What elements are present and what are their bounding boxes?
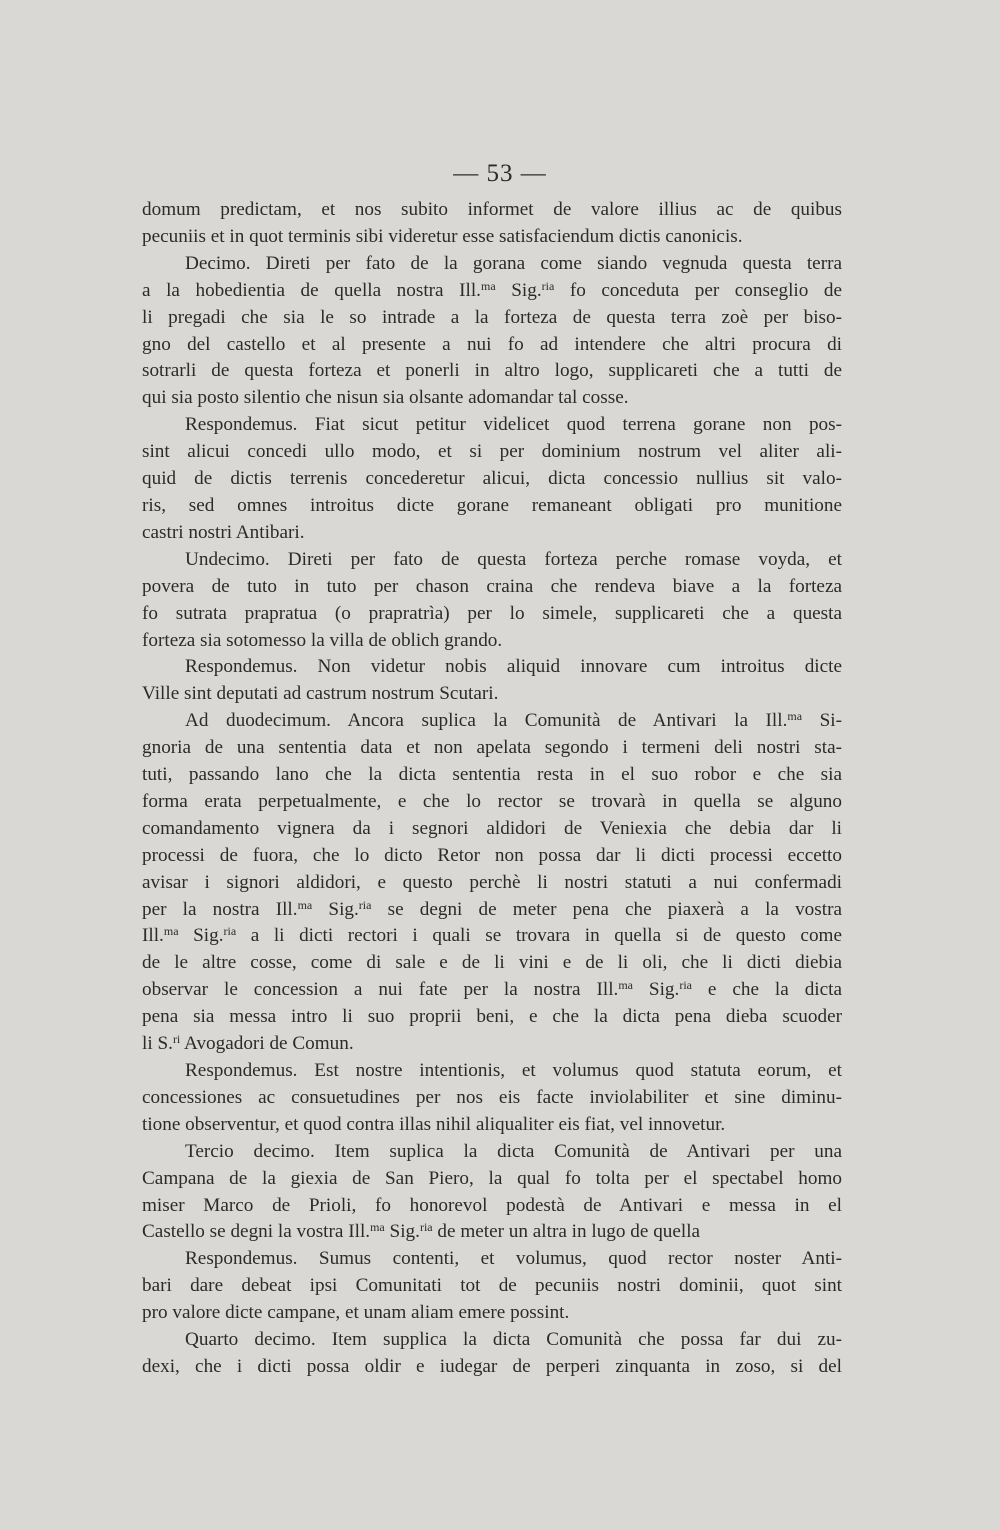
text-line: Respondemus. Sumus contenti, et volumus, quod rector noster Anti- [185,1248,842,1270]
text-line: Respondemus. Est nostre intentionis, et volumus quod statuta eorum, et [185,1060,842,1081]
text-line: Respondemus. Fiat sicut petitur videlicet quod terrena gorane non pos- [185,414,842,436]
text-line: pecuniis et in quot terminis sibi videretur esse satisfaciendum dictis canonicis. [142,225,743,247]
text-line: qui sia posto silentio che nisun sia olsante adomandar tal cosse. [142,387,629,409]
text-line: li S.$^{ri}$ Avogadori de Comun. [142,1032,354,1055]
text-line: Ad duodecimum. Ancora suplica la Comunità de Antivari la Ill.$^{ma}$ Si- [185,709,842,732]
text-line: per la nostra Ill.$^{ma}$ Sig.$^{ria}$ se degni de meter pena che piaxerà a la vostra [142,897,842,920]
body-text [142,197,842,1381]
text-line: gnoria de una sententia data et non apelata segondo i termeni deli nostri sta- [142,737,842,759]
text-line: avisar i signori aldidori, e questo perchè li nostri statuti a nui confermadi [142,871,842,893]
page-number: — 53 — [453,160,547,187]
text-line: forma erata perpetualmente, e che lo rector se trovarà in quella se alguno [142,790,842,812]
text-line: domum predictam, et nos subito informet de valore illius ac de quibus [142,199,842,220]
text-line: pro valore dicte campane, et unam aliam emere possint. [142,1302,570,1324]
text-line: Tercio decimo. Item suplica la dicta Comunità de Antivari per una [185,1140,842,1162]
text-line: tione observentur, et quod contra illas nihil aliqualiter eis fiat, vel innovetur. [142,1113,726,1135]
text-line: forteza sia sotomesso la villa de oblich grando. [142,629,503,651]
text-line: processi de fuora, che lo dicto Retor non possa dar li dicti processi eccetto [142,844,842,866]
text-line: bari dare debeat ipsi Comunitati tot de pecuniis nostri dominii, quot sint [142,1275,842,1297]
text-line: de le altre cosse, come di sale e de li vini e de li oli, che li dicti diebia [142,952,842,974]
text-line: pena sia messa intro li suo proprii beni, e che la dicta pena dieba scuoder [142,1006,842,1028]
text-line: miser Marco de Prioli, fo honorevol podestà de Antivari e messa in el [142,1194,842,1216]
text-line: Ville sint deputati ad castrum nostrum Scutari. [142,683,499,705]
text-line: gno del castello et al presente a nui fo ad intendere che altri procura di [142,333,842,355]
text-line: concessiones ac consuetudines per nos eis facte inviolabiliter et sine diminu- [142,1086,842,1108]
text-line: Castello se degni la vostra Ill.$^{ma}$ Sig.$^{ria}$ de meter un altra in lugo de quella [142,1220,701,1243]
text-line: ris, sed omnes introitus dicte gorane remaneant obligati pro munitione [142,494,842,516]
text-line: dexi, che i dicti possa oldir e iudegar de perperi zinquanta in zoso, si del [142,1355,842,1377]
text-line: Quarto decimo. Item supplica la dicta Comunità che possa far dui zu- [185,1329,842,1351]
text-line: fo sutrata prapratua (o prapratrìa) per lo simele, supplicareti che a questa [142,602,842,624]
text-line: povera de tuto in tuto per chason craina che rendeva biave a la forteza [142,575,842,597]
text-line: tuti, passando lano che la dicta sententia resta in el suo robor e che sia [142,764,842,786]
text-line: comandamento vignera da i segnori aldidori de Veniexia che debia dar li [142,817,842,839]
text-line: Ill.$^{ma}$ Sig.$^{ria}$ a li dicti rectori i quali se trovara in quella si de questo come [142,924,842,947]
text-line: Undecimo. Direti per fato de questa forteza perche romase voyda, et [185,548,842,570]
text-line: a la hobedientia de quella nostra Ill.$^{ma}$ Sig.$^{ria}$ fo conceduta per conseglio de [142,278,842,301]
text-line: observar le concession a nui fate per la nostra Ill.$^{ma}$ Sig.$^{ria}$ e che la dicta [142,978,842,1001]
text-line: sint alicui concedi ullo modo, et si per dominium nostrum vel aliter ali- [142,441,842,463]
text-line: castri nostri Antibari. [142,521,305,543]
text-line: quid de dictis terrenis concederetur alicui, dicta concessio nullius sit valo- [142,468,842,490]
text-line: Decimo. Direti per fato de la gorana come siando vegnuda questa terra [185,252,842,274]
text-line: Respondemus. Non videtur nobis aliquid innovare cum introitus dicte [185,656,842,678]
text-line: sotrarli de questa forteza et ponerli in altro logo, supplicareti che a tutti de [142,360,842,382]
text-line: Campana de la giexia de San Piero, la qual fo tolta per el spectabel homo [142,1167,842,1189]
text-line: li pregadi che sia le so intrade a la forteza de questa terra zoè per biso- [142,306,842,328]
